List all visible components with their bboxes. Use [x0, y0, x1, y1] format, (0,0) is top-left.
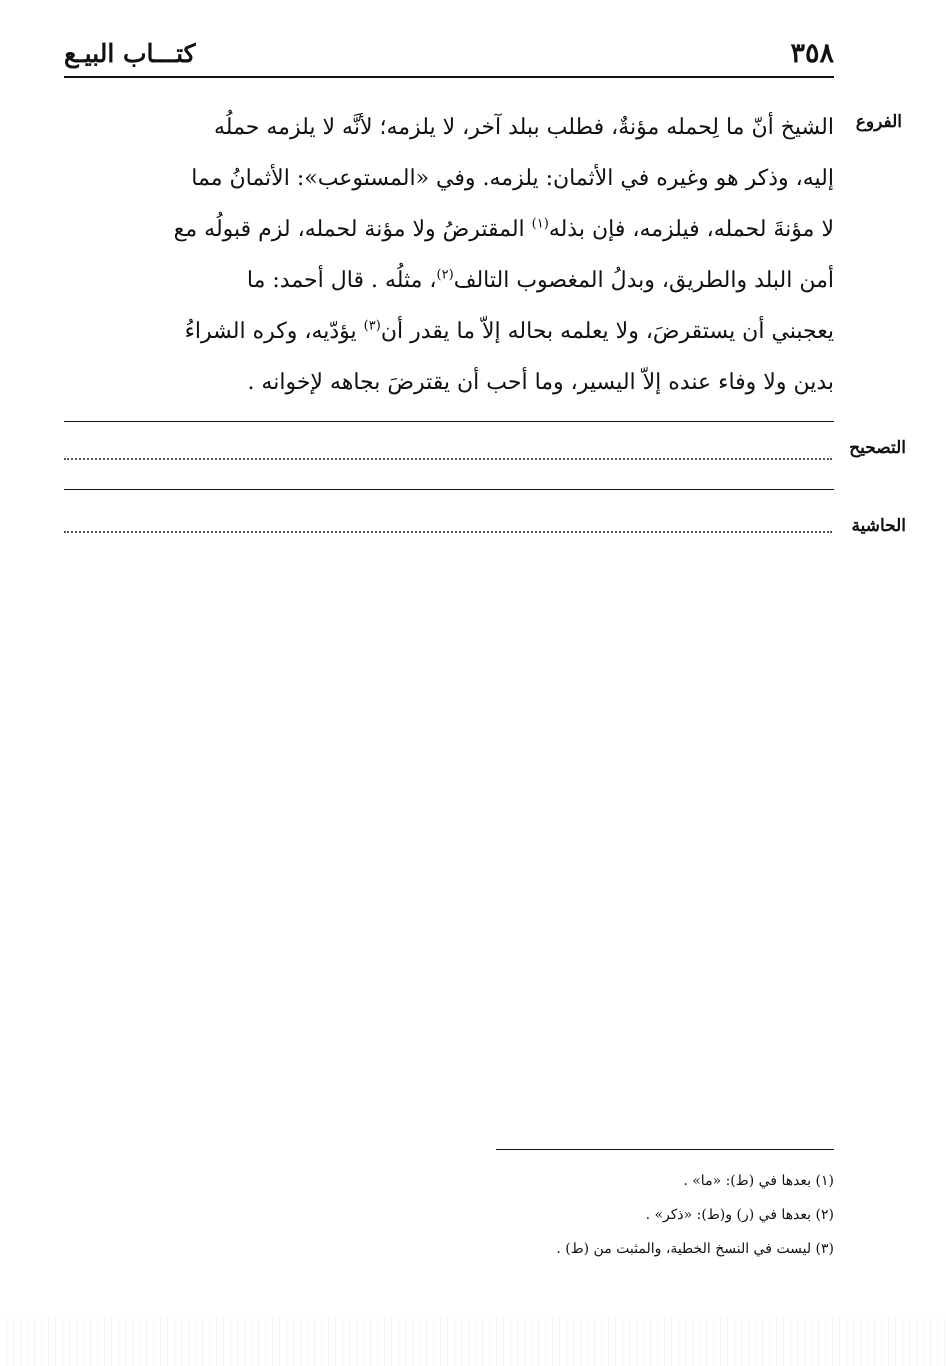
footnote-3: (٣) ليست في النسخ الخطية، والمثبت من (ط) .: [556, 1241, 834, 1257]
section-divider-bottom: [64, 489, 834, 490]
text-line-3: [104, 204, 834, 255]
section-divider-top: [64, 421, 834, 422]
footnote-ref-1[interactable]: (١): [531, 216, 549, 232]
footnote-divider: [496, 1149, 834, 1150]
source-label: الفروع: [855, 112, 902, 132]
text-line-4-end: ، مثلُه . قال أحمد: ما: [246, 268, 437, 293]
page-header: [64, 34, 834, 74]
footnote-ref-2[interactable]: (٢): [436, 267, 454, 283]
footnote-2: (٢) بعدها في (ر) و(ط): «ذكر» .: [645, 1207, 834, 1223]
margin-notes-label: الحاشية: [851, 516, 906, 536]
text-line-4-start: أمن البلد والطريق، وبدلُ المغصوب التالف: [453, 268, 834, 293]
footnote-ref-3[interactable]: (٣): [363, 318, 381, 334]
main-text: [104, 102, 834, 408]
text-line-5-end: يؤدّيه، وكره الشراءُ: [184, 319, 364, 344]
margin-notes-dotted-line: [64, 531, 832, 533]
text-line-3-end: المقترضُ ولا مؤنة لحمله، لزم قبولُه مع: [173, 217, 532, 242]
text-line-1: الشيخ أنّ ما لِحمله مؤنةٌ، فطلب ببلد آخر، لا يلزمه؛ لأنَّه لا يلزمه حملُه: [213, 115, 834, 140]
text-line-3-start: لا مؤنةَ لحمله، فيلزمه، فإن بذله: [548, 217, 834, 242]
correction-dotted-line: [64, 458, 832, 460]
header-divider: [64, 76, 834, 78]
footnote-1: (١) بعدها في (ط): «ما» .: [683, 1173, 834, 1189]
text-line-6: بدين ولا وفاء عنده إلاّ اليسير، وما أحب أن يقترضَ بجاهه لإخوانه .: [247, 370, 834, 395]
text-line-5-start: يعجبني أن يستقرضَ، ولا يعلمه بحاله إلاّ ما يقدر أن: [380, 319, 834, 344]
book-title: كتـــاب البيـع: [64, 39, 196, 68]
page-number: ٣٥٨: [790, 38, 834, 69]
scan-noise: [0, 1318, 946, 1366]
correction-label: التصحيح: [849, 438, 906, 458]
text-line-4: [104, 255, 834, 306]
footnotes: [334, 1164, 834, 1266]
text-line-5: [104, 306, 834, 357]
text-line-2: إليه، وذكر هو وغيره في الأثمان: يلزمه. وفي «المستوعب»: الأثمانُ مما: [191, 166, 834, 191]
